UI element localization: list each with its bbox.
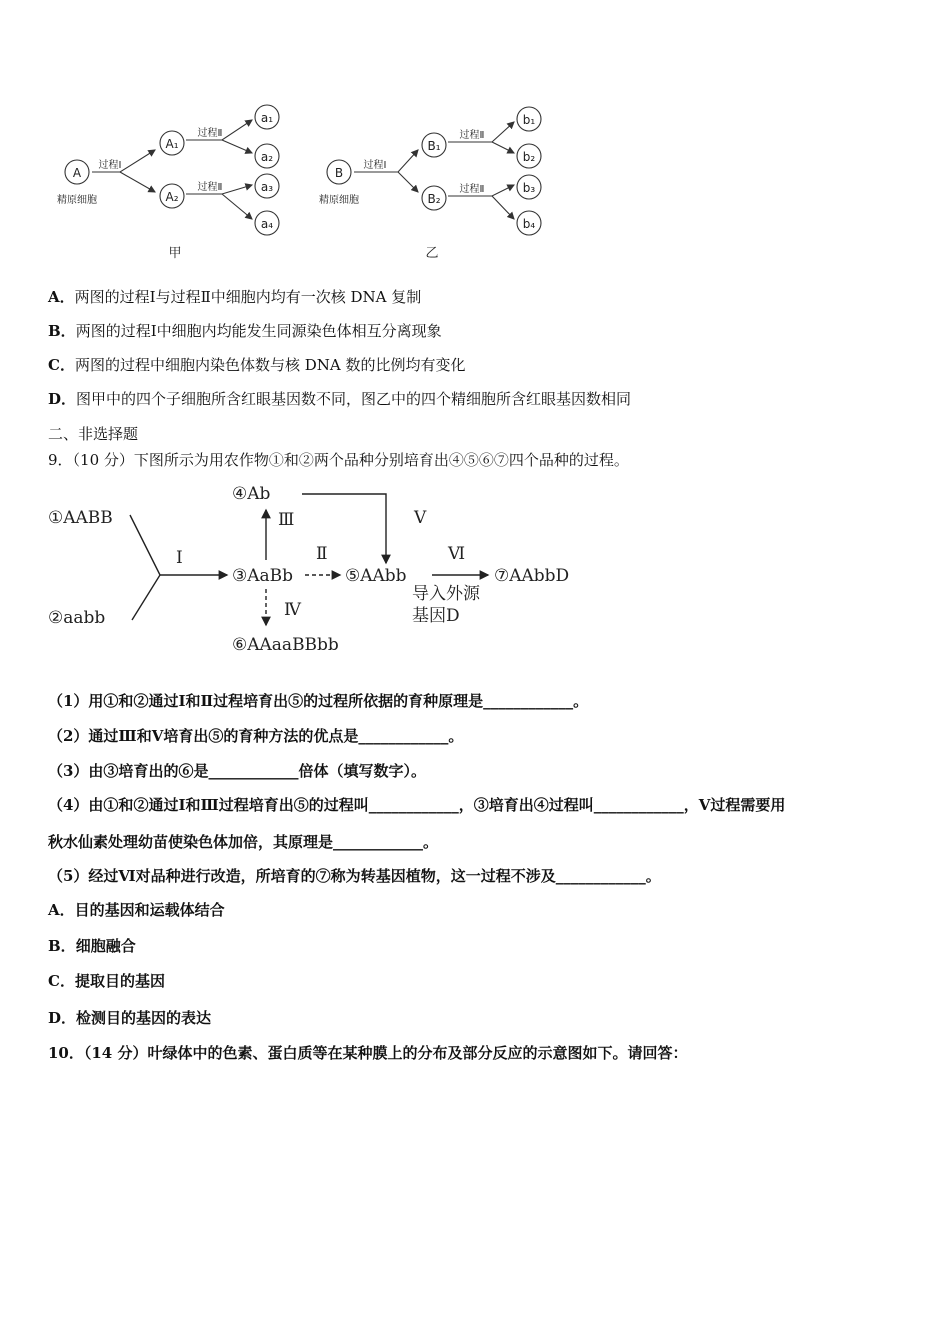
jia-process2-label: 过程Ⅱ: [197, 182, 223, 193]
breeding-diagram: [40, 475, 600, 665]
jia-end-cell: a₂: [260, 150, 274, 164]
option-text: 细胞融合: [75, 937, 136, 955]
node-6: ⑥AAaaBBbb: [232, 635, 339, 655]
yi-process1-label: 过程Ⅰ: [363, 160, 387, 171]
q8-option-d: [48, 388, 631, 409]
option-letter: D．: [48, 390, 77, 408]
q9-sub-4-cont: 秋水仙素处理幼苗使染色体加倍，其原理是____________。: [48, 833, 439, 851]
process-5-label: Ⅴ: [414, 508, 427, 528]
node-7: ⑦AAbbD: [494, 566, 570, 586]
node-2: ②aabb: [48, 608, 106, 628]
jia-start-label: 精原细胞: [57, 195, 97, 206]
yi-caption: 乙: [425, 246, 439, 261]
q9-option-d: [48, 1007, 211, 1028]
jia-start-cell: A: [72, 166, 82, 180]
option-text: 目的基因和运载体结合: [74, 901, 225, 919]
yi-end-cell: b₄: [522, 217, 536, 231]
q8-option-a: [48, 286, 421, 307]
jia-end-cell: a₃: [260, 180, 274, 194]
option-letter: C．: [48, 972, 75, 990]
q8-option-c: [48, 354, 465, 375]
yi-process2-label: 过程Ⅱ: [459, 184, 485, 195]
process-3-label: Ⅲ: [278, 510, 295, 530]
node-1: ①AABB: [48, 508, 113, 528]
option-letter: D．: [48, 1009, 77, 1027]
q9-sub-5: （5）经过Ⅵ对品种进行改造，所培育的⑦称为转基因植物，这一过程不涉及____________。: [48, 867, 661, 885]
jia-mid-cell: A₂: [165, 190, 179, 204]
option-text: 提取目的基因: [74, 972, 165, 990]
node-4: ④Ab: [232, 484, 271, 504]
option-text: 两图的过程Ⅰ中细胞内均能发生同源染色体相互分离现象: [75, 322, 442, 340]
q9-option-a: [48, 899, 225, 920]
option-letter: B．: [48, 322, 76, 340]
option-text: 两图的过程Ⅰ与过程Ⅱ中细胞内均有一次核 DNA 复制: [74, 288, 422, 306]
yi-start-label: 精原细胞: [319, 195, 359, 206]
process-4-label: Ⅳ: [284, 600, 301, 620]
yi-end-cell: b₃: [522, 181, 536, 195]
process-6-note: 基因D: [412, 606, 460, 626]
process-2-label: Ⅱ: [316, 544, 328, 564]
node-5: ⑤AAbb: [345, 566, 407, 586]
q8-option-b: [48, 320, 442, 341]
option-text: 图甲中的四个子细胞所含红眼基因数不同，图乙中的四个精细胞所含红眼基因数相同: [76, 390, 632, 408]
node-3: ③AaBb: [232, 566, 294, 586]
option-letter: A．: [48, 901, 75, 919]
jia-process2-label: 过程Ⅱ: [197, 128, 223, 139]
process-1-label: Ⅰ: [176, 548, 183, 568]
meiosis-diagrams: [0, 95, 600, 270]
section-title: 二、非选择题: [48, 425, 139, 443]
process-6-note: 导入外源: [412, 584, 480, 604]
option-letter: B．: [48, 937, 76, 955]
yi-process2-label: 过程Ⅱ: [459, 130, 485, 141]
yi-mid-cell: B₂: [427, 192, 441, 206]
process-6-label: Ⅵ: [448, 544, 466, 564]
option-text: 两图的过程中细胞内染色体数与核 DNA 数的比例均有变化: [74, 356, 466, 374]
yi-start-cell: B: [334, 166, 344, 180]
q9-sub-2: （2）通过Ⅲ和Ⅴ培育出⑤的育种方法的优点是____________。: [48, 727, 464, 745]
q9-stem: 9．（10 分）下图所示为用农作物①和②两个品种分别培育出④⑤⑥⑦四个品种的过程。: [48, 451, 629, 469]
yi-end-cell: b₂: [522, 150, 536, 164]
option-text: 检测目的基因的表达: [76, 1009, 212, 1027]
q9-sub-3: （3）由③培育出的⑥是____________倍体（填写数字）。: [48, 762, 426, 780]
option-letter: A．: [48, 288, 75, 306]
q9-sub-4: （4）由①和②通过Ⅰ和Ⅲ过程培育出⑤的过程叫____________，③培育出④过程叫____________，Ⅴ过程需要用: [48, 796, 786, 814]
jia-process1-label: 过程Ⅰ: [98, 160, 122, 171]
jia-end-cell: a₄: [260, 217, 274, 231]
jia-end-cell: a₁: [260, 111, 274, 125]
jia-mid-cell: A₁: [165, 137, 179, 151]
jia-caption: 甲: [168, 246, 182, 261]
q9-option-b: [48, 935, 136, 956]
q9-sub-1: （1）用①和②通过Ⅰ和Ⅱ过程培育出⑤的过程所依据的育种原理是____________。: [48, 692, 589, 710]
q9-option-c: [48, 970, 165, 991]
yi-mid-cell: B₁: [427, 139, 441, 153]
option-letter: C．: [48, 356, 75, 374]
q10-stem: 10．（14 分）叶绿体中的色素、蛋白质等在某种膜上的分布及部分反应的示意图如下。请回答：: [48, 1044, 688, 1062]
yi-end-cell: b₁: [522, 113, 536, 127]
